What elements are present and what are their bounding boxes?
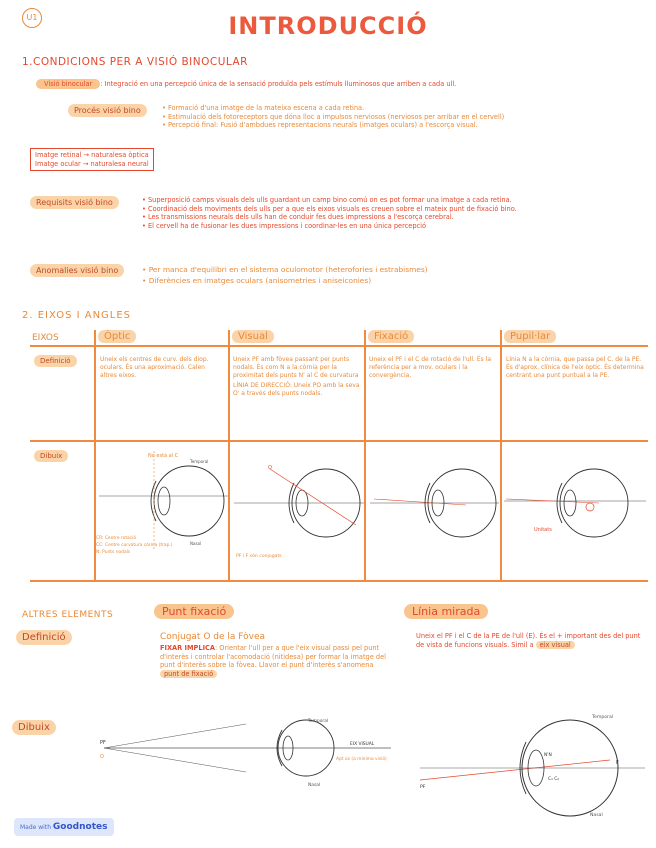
proces-item: • Estimulació dels fotoreceptors que dóna lloc a impulsos nerviosos (nerviosos per arribar en el cervell)	[162, 112, 505, 121]
goodnotes-badge	[14, 818, 114, 836]
requisits-item: • Superposició camps visuals dels ulls guardant un camp bino comú on es pot formar una imatge a cada retina.	[142, 196, 512, 204]
eye-drawing-pupillar	[504, 469, 646, 537]
temporal-label: Temporal	[308, 719, 329, 724]
eix-visual-label: EIX VISUAL	[350, 742, 375, 747]
table-line	[30, 580, 648, 582]
n-label: N'N	[544, 753, 552, 758]
goodnotes-brand: Goodnotes	[52, 822, 108, 832]
lm-highlight: eix visual	[536, 641, 575, 649]
def-visual	[233, 356, 361, 398]
f-label: F	[616, 760, 619, 766]
altres-heading: ALTRES ELEMENTS	[22, 610, 114, 620]
legend-line: N: Punts nodals	[96, 550, 131, 555]
lm-text: Uneix el PF i el C de la PE de l'ull (E). És el + important des del punt de vista de funcions visuals. Simil a	[416, 632, 641, 649]
requisits-list	[142, 196, 647, 230]
legend-line: CR: Centre rotació	[96, 536, 137, 541]
requisits-label: Requisits visió bino	[30, 196, 119, 209]
eye-drawing-optic	[96, 451, 228, 555]
vision-binocular-label: Visió binocular	[36, 79, 100, 89]
proces-item: • Formació d'una imatge de la mateixa escena a cada retina.	[162, 104, 365, 112]
section2-heading: 2. EIXOS I ANGLES	[22, 310, 132, 321]
requisits-item: • Coordinació dels moviments dels ulls per a que els eixos visuals es creuen sobre el mateix punt de fixació bino.	[142, 204, 517, 213]
section1-heading: 1.CONDICIONS PER A VISIÓ BINOCULAR	[22, 56, 248, 68]
eye-drawing-visual	[234, 465, 364, 559]
def-optic: Uneix els centres de curv. dels diop. oculars. És una aproximació. Calen altres eixos.	[100, 356, 209, 379]
linia-direccio: LÍNIA DE DIRECCIÓ: Uneix PO amb la seva O' a través dels punts nodals.	[233, 382, 360, 397]
row-dibuix-label: Dibuix	[34, 450, 68, 462]
pf-text-1: Conjugat O de la Fòvea	[160, 632, 265, 642]
eye-drawings	[94, 441, 649, 580]
col-header-pupillar: Pupil·lar	[504, 330, 556, 343]
requisits-item: • El cervell ha de fusionar les dues impressions i coordinar-les en una única percepció	[142, 221, 427, 230]
letter-o: O	[268, 465, 272, 471]
vision-binocular-text: : Integració en una percepció única de la sensació produïda pels estímuls lluminosos que arriben a cada ull.	[100, 80, 457, 88]
c-label: C₁ C₂	[548, 777, 560, 782]
temporal-label: Temporal	[592, 715, 614, 720]
linia-mirada-definition	[416, 632, 642, 649]
pf-highlight: punt de fixació	[160, 670, 217, 678]
anomalies-item: • Diferències en imatges oculars (anisometries i aniseiconies)	[142, 276, 372, 285]
definicio-label: Definició	[16, 630, 72, 645]
def-pupillar: Línia N a la còrnia, que passa pel C. de la PE. És d'aprox. clínica de l'eix òptic. És determina centrant una punt puntual a la PE.	[506, 356, 644, 379]
linia-mirada-drawing	[420, 708, 650, 818]
anomalies-list	[142, 264, 642, 286]
imatge-box	[30, 148, 154, 171]
def-fixacio: Uneix el PF i el C de rotació de l'ull. És la referència per a mov. oculars i la convergència.	[369, 356, 492, 379]
pf-text-2	[160, 644, 388, 678]
pf-label: PF	[420, 785, 426, 790]
col-header-fixacio: Fixació	[368, 330, 414, 343]
unitats-label: Unitats	[534, 527, 552, 533]
anomalies-item: • Per manca d'equilibri en el sistema oculomotor (heterofories i estrabismes)	[142, 265, 428, 274]
apt-label: Apt ús (a mínima visió)	[336, 757, 387, 762]
legend-line: CC: Centre curvatura còrnia (trap.)	[96, 543, 173, 548]
table-line	[30, 345, 648, 347]
linia-mirada-chip: Línia mirada	[404, 604, 488, 619]
box-line: Imatge ocular → naturalesa neural	[35, 159, 149, 168]
proces-item: • Percepció final: Fusió d'ambdues representacions neurals (imatges oculars) a l'escorça visual.	[162, 121, 478, 130]
pf-text-2-body: : Orientar l'ull per a que l'eix visual passi pel punt d'interès i controlar l'acomodació (nitidesa) per formar la imatge del punt d'interès sobre la fòvea. Llavor el punt d'interès s'anomena	[160, 644, 386, 670]
row-definicio-label: Definició	[34, 355, 77, 367]
o-label: O	[100, 754, 104, 760]
proces-label: Procés visió bino	[68, 104, 147, 117]
nasal-label: Nasal	[190, 541, 202, 546]
nasal-label: Nasal	[308, 783, 321, 788]
pf-label: PF	[100, 740, 106, 746]
punt-fixacio-definition	[160, 632, 388, 678]
col-header-visual: Visual	[232, 330, 274, 343]
pf-f-label: PF i F són conjugats	[236, 554, 282, 559]
proces-list	[162, 104, 642, 130]
col-header-optic: Òptic	[98, 330, 136, 343]
punt-fixacio-chip: Punt fixació	[154, 604, 234, 619]
requisits-item: • Les transmissions neurals dels ulls han de conduir fes dues impressions a l'escorça cerebral.	[142, 213, 454, 222]
pf-text-2-label: FIXAR IMPLICA	[160, 644, 215, 652]
box-line: Imatge retinal → naturalesa òptica	[35, 151, 149, 159]
anomalies-label: Anomalies visió bino	[30, 264, 124, 277]
def-visual-text: Uneix PF amb fòvea passant per punts nodals. És com N a la còrnia per la proximitat dels punts N' al C de curvatura	[233, 356, 359, 379]
page-title: INTRODUCCIÓ	[228, 12, 428, 40]
temporal-label: Temporal	[190, 459, 209, 464]
dibuix-label: Dibuix	[12, 720, 56, 735]
nasal-label: Nasal	[590, 813, 603, 818]
eixos-row-header: EIXOS	[32, 333, 59, 343]
vision-binocular-definition	[36, 80, 646, 89]
eye-drawing-fixacio	[370, 469, 499, 537]
punt-fixacio-drawing	[96, 714, 396, 794]
no-esta-label: No està al C	[148, 453, 179, 459]
made-with-text: Made with	[20, 824, 51, 831]
unit-badge: U1	[22, 8, 42, 28]
